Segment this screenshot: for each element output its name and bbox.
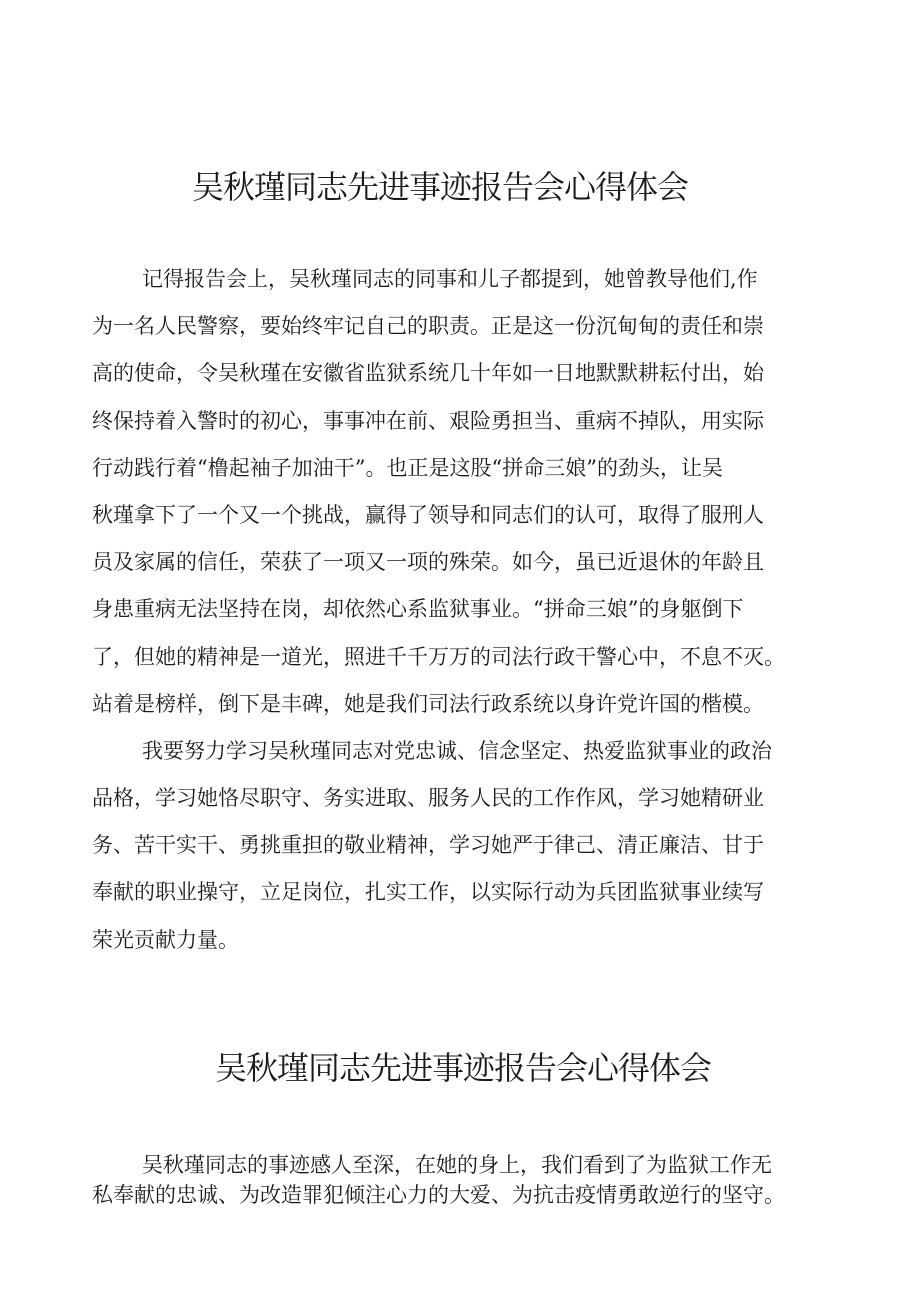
- section-1-title: 吴秋瑾同志先进事迹报告会心得体会: [191, 168, 688, 206]
- text-line: 我要努力学习吴秋瑾同志对党忠诚、信念坚定、热爱监狱事业的政治: [142, 738, 772, 763]
- text-line: 秋瑾拿下了一个又一个挑战，赢得了领导和同志们的认可，取得了服刑人: [92, 502, 764, 527]
- text-line: 站着是榜样，倒下是丰碑，她是我们司法行政系统以身许党许国的楷模。: [92, 691, 764, 716]
- text-line: 品格，学习她恪尽职守、务实进取、服务人民的工作作风，学习她精研业: [92, 786, 764, 811]
- text-line: 私奉献的忠诚、为改造罪犯倾注心力的大爱、为抗击疫情勇敢逆行的坚守。: [92, 1183, 785, 1207]
- text-line: 荣光贡献力量。: [92, 927, 239, 952]
- text-line: 终保持着入警时的初心，事事冲在前、艰险勇担当、重病不掉队，用实际: [92, 408, 764, 433]
- text-line: 为一名人民警察，要始终牢记自己的职责。正是这一份沉甸甸的责任和崇: [92, 314, 764, 339]
- section-2-paragraph-1: [92, 1150, 844, 1210]
- text-line: 务、苦干实干、勇挑重担的敬业精神，学习她严于律己、清正廉洁、甘于: [92, 833, 764, 858]
- section-2-body: [92, 1150, 844, 1210]
- section-1-paragraph-2: [92, 728, 844, 964]
- text-line: 记得报告会上，吴秋瑾同志的同事和儿子都提到，她曾教导他们,作: [142, 267, 758, 291]
- text-line: 奉献的职业操守，立足岗位，扎实工作，以实际行动为兵团监狱事业续写: [92, 880, 764, 905]
- text-line: 吴秋瑾同志的事迹感人至深，在她的身上，我们看到了为监狱工作无: [142, 1153, 772, 1177]
- section-2-title: 吴秋瑾同志先进事迹报告会心得体会: [214, 1049, 711, 1087]
- section-1-body: [92, 256, 844, 964]
- text-line: 身患重病无法坚持在岗，却依然心系监狱事业。“拼命三娘”的身躯倒下: [92, 597, 744, 622]
- text-line: 行动践行着“橹起袖子加油干”。也正是这股“拼命三娘”的劲头，让吴: [92, 455, 723, 480]
- section-1-paragraph-1: [92, 256, 844, 728]
- text-line: 高的使命，令吴秋瑾在安徽省监狱系统几十年如一日地默默耕耘付出，始: [92, 361, 764, 386]
- text-line: 员及家属的信任，荣获了一项又一项的殊荣。如今，虽已近退休的年龄且: [92, 550, 764, 575]
- text-line: 了，但她的精神是一道光，照进千千万万的司法行政干警心中，不息不灭。: [92, 644, 785, 669]
